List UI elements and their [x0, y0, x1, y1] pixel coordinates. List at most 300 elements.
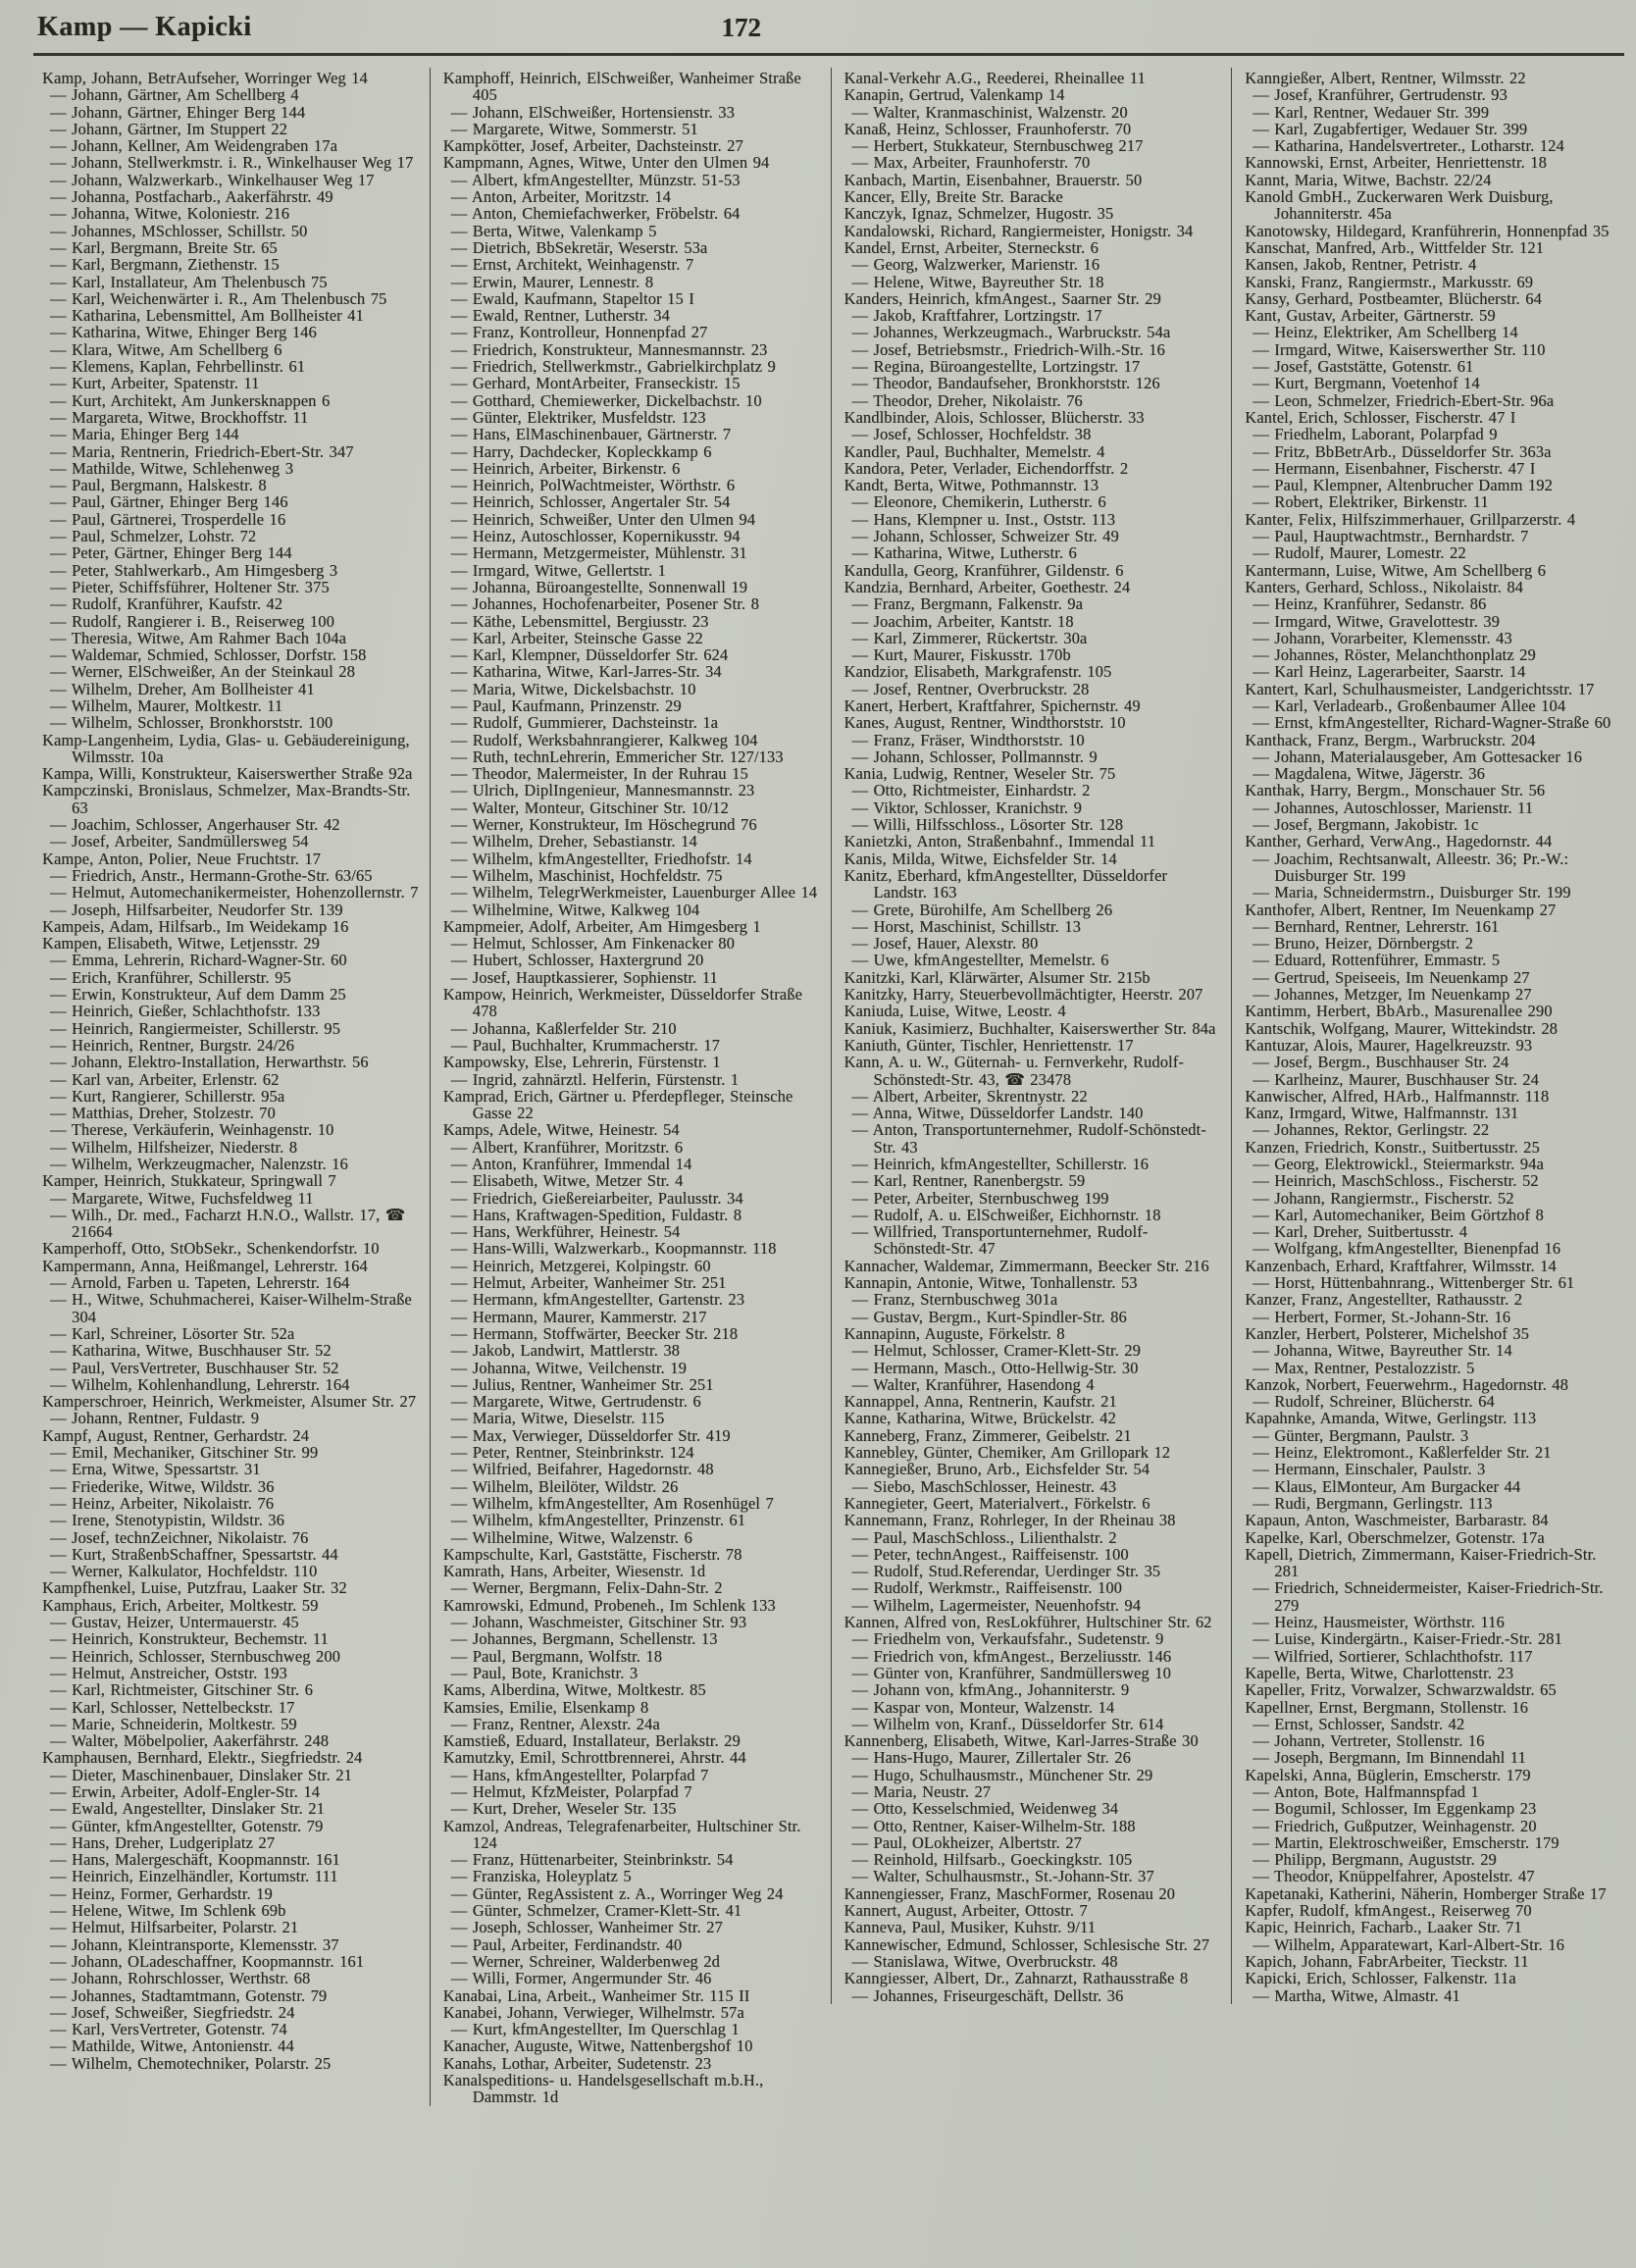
- directory-entry: — Josef, Bergmann, Jakobistr. 1c: [1253, 815, 1479, 835]
- directory-entry: — Franz, Fräser, Windthorststr. 10: [851, 730, 1085, 749]
- directory-entry: — Johannes, Stadtamtmann, Gotenstr. 79: [50, 1985, 328, 2005]
- directory-entry: — Kurt, Rangierer, Schillerstr. 95a: [50, 1086, 285, 1106]
- directory-entry: Kandzia, Bernhard, Arbeiter, Goethestr. 24: [844, 577, 1131, 596]
- directory-entry: — Karl, Bergmann, Ziethenstr. 15: [50, 255, 280, 275]
- directory-entry: Kant, Gustav, Arbeiter, Gärtnerstr. 59: [1245, 306, 1496, 326]
- directory-entry: Kapell, Dietrich, Zimmermann, Kaiser-Friedrich-Str. 281: [1245, 1544, 1597, 1581]
- directory-entry: — Josef, technZeichner, Nikolaistr. 76: [50, 1527, 309, 1547]
- column-4: [1231, 68, 1632, 2004]
- directory-entry: — Ernst, Schlosser, Sandstr. 42: [1253, 1714, 1465, 1733]
- directory-entry: — Philipp, Bergmann, Auguststr. 29: [1253, 1850, 1497, 1870]
- directory-entry: — Friedrich, Gußputzer, Weinhagenstr. 20: [1253, 1816, 1537, 1835]
- directory-entry: — Walter, Kranmaschinist, Walzenstr. 20: [851, 102, 1128, 122]
- directory-entry: — Fritz, BbBetrArb., Düsseldorfer Str. 363a: [1253, 441, 1552, 461]
- directory-entry: — Leon, Schmelzer, Friedrich-Ebert-Str. 96a: [1253, 390, 1555, 410]
- directory-entry: — Friedrich, Anstr., Hermann-Grothe-Str. 63/65: [50, 865, 373, 885]
- directory-entry: Kanapin, Gertrud, Valenkamp 14: [844, 85, 1065, 105]
- directory-entry: — Joachim, Schlosser, Angerhauser Str. 42: [50, 815, 340, 835]
- directory-entry: — Kaspar von, Monteur, Walzenstr. 14: [851, 1697, 1115, 1717]
- directory-entry: Kams, Alberdina, Witwe, Moltkestr. 85: [442, 1680, 706, 1700]
- directory-entry: Kanczyk, Ignaz, Schmelzer, Hugostr. 35: [844, 204, 1114, 224]
- directory-entry: — Karl van, Arbeiter, Erlenstr. 62: [50, 1069, 280, 1089]
- directory-entry: — Heinz, Autoschlosser, Kopernikusstr. 94: [450, 527, 741, 546]
- directory-entry: — Hugo, Schulhausmstr., Münchener Str. 29: [851, 1765, 1153, 1784]
- directory-entry: — Katharina, Witwe, Lutherstr. 6: [851, 543, 1077, 563]
- directory-entry: — Werner, Schreiner, Walderbenweg 2d: [450, 1951, 720, 1971]
- directory-entry: — Hans, Dreher, Ludgeriplatz 27: [50, 1832, 276, 1852]
- directory-entry: Kanzen, Friedrich, Konstr., Suitbertusstr. 25: [1245, 1137, 1540, 1157]
- directory-entry: Kapahnke, Amanda, Witwe, Gerlingstr. 113: [1245, 1409, 1537, 1428]
- directory-entry: — Willi, Former, Angermunder Str. 46: [450, 1969, 712, 1988]
- directory-entry: Kancer, Elly, Breite Str. Baracke: [844, 187, 1063, 207]
- directory-entry: Kantschik, Wolfgang, Maurer, Wittekindstr. 28: [1245, 1018, 1559, 1038]
- directory-entry: — Johann, Rohrschlosser, Werthstr. 68: [50, 1969, 311, 1988]
- directory-entry: Kamps, Adele, Witwe, Heinestr. 54: [442, 1120, 680, 1140]
- directory-entry: Kanzer, Franz, Angestellter, Rathausstr. 2: [1245, 1290, 1523, 1310]
- directory-entry: — Ruth, technLehrerin, Emmericher Str. 127/133: [450, 747, 784, 766]
- directory-entry: — Luise, Kindergärtn., Kaiser-Friedr.-Str. 281: [1253, 1629, 1562, 1649]
- directory-entry: — Hermann, Metzgermeister, Mühlenstr. 31: [450, 543, 747, 563]
- directory-entry: Kamsies, Emilie, Elsenkamp 8: [442, 1697, 649, 1717]
- directory-entry: — Joseph, Bergmann, Im Binnendahl 11: [1253, 1748, 1526, 1768]
- directory-entry: Kania, Ludwig, Rentner, Weseler Str. 75: [844, 764, 1116, 784]
- directory-entry: — Karl, Verladearb., Großenbaumer Allee 104: [1253, 696, 1566, 715]
- directory-entry: Kannewischer, Edmund, Schlosser, Schlesische Str. 27: [844, 1934, 1210, 1954]
- directory-entry: Kamzol, Andreas, Telegrafenarbeiter, Hultschiner Str. 124: [442, 1816, 801, 1852]
- directory-entry: — Wilhelm, Maurer, Moltkestr. 11: [50, 696, 283, 715]
- directory-entry: — Ulrich, DiplIngenieur, Mannesmannstr. 23: [450, 781, 755, 800]
- directory-entry: Kampe, Anton, Polier, Neue Fruchtstr. 17: [42, 849, 322, 868]
- directory-entry: — Wilhelmine, Witwe, Kalkweg 104: [450, 900, 700, 919]
- directory-entry: — Karl, Rentner, Ranenbergstr. 59: [851, 1171, 1086, 1191]
- directory-entry: Kansen, Jakob, Rentner, Petristr. 4: [1245, 255, 1477, 275]
- directory-entry: Kampfhenkel, Luise, Putzfrau, Laaker Str. 32: [42, 1578, 347, 1598]
- directory-entry: Kapfer, Rudolf, kfmAngest., Reiserweg 70: [1245, 1901, 1532, 1921]
- directory-entry: — Heinz, Former, Gerhardstr. 19: [50, 1883, 273, 1903]
- directory-entry: — Hubert, Schlosser, Haxtergrund 20: [450, 951, 704, 970]
- directory-entry: Kampermann, Anna, Heißmangel, Lehrerstr. 164: [42, 1256, 368, 1275]
- directory-entry: — Maria, Rentnerin, Friedrich-Ebert-Str. 347: [50, 441, 354, 461]
- directory-entry: — Theresia, Witwe, Am Rahmer Bach 104a: [50, 628, 347, 647]
- directory-entry: — Hermann, kfmAngestellter, Gartenstr. 23: [450, 1290, 745, 1310]
- directory-entry: Kanthofer, Albert, Rentner, Im Neuenkamp 27: [1245, 900, 1557, 919]
- directory-entry: — Theodor, Dreher, Nikolaistr. 76: [851, 390, 1083, 410]
- directory-entry: Kanz, Irmgard, Witwe, Halfmannstr. 131: [1245, 1104, 1519, 1123]
- directory-entry: Kannegießer, Bruno, Arb., Eichsfelder Str. 54: [844, 1460, 1150, 1479]
- directory-entry: — Gertrud, Speiseeis, Im Neuenkamp 27: [1253, 967, 1530, 987]
- directory-entry: — Herbert, Stukkateur, Sternbuschweg 217: [851, 136, 1144, 156]
- directory-entry: — Irene, Stenotypistin, Wildstr. 36: [50, 1511, 284, 1530]
- directory-entry: — Otto, Richtmeister, Einhardstr. 2: [851, 781, 1091, 800]
- directory-entry: — Wilhelm, kfmAngestellter, Am Rosenhügel 7: [450, 1493, 774, 1513]
- directory-entry: Kanzenbach, Erhard, Kraftfahrer, Wilmsstr. 14: [1245, 1256, 1557, 1275]
- directory-entry: — Heinrich, Konstrukteur, Bechemstr. 11: [50, 1629, 329, 1649]
- directory-entry: — Irmgard, Witwe, Gellertstr. 1: [450, 560, 666, 580]
- directory-entry: — Erwin, Arbeiter, Adolf-Engler-Str. 14: [50, 1781, 321, 1801]
- directory-entry: Kanters, Gerhard, Schloss., Nikolaistr. 84: [1245, 577, 1524, 596]
- directory-entry: — Johannes, Röster, Melanchthonplatz 29: [1253, 645, 1536, 665]
- directory-entry: Kantimm, Herbert, BbArb., Masurenallee 290: [1245, 1002, 1553, 1021]
- directory-entry: Kanalspeditions- u. Handelsgesellschaft m.b.H., Dammstr. 1d: [442, 2071, 764, 2107]
- directory-entry: — Rudolf, Rangierer i. B., Reiserweg 100: [50, 611, 334, 631]
- directory-entry: — Erich, Kranführer, Schillerstr. 95: [50, 967, 291, 987]
- directory-entry: Kanski, Franz, Rangiermstr., Markusstr. 69: [1245, 272, 1534, 291]
- directory-entry: — Paul, Kaufmann, Prinzenstr. 29: [450, 696, 682, 715]
- directory-entry: — Paul, Buchhalter, Krummacherstr. 17: [450, 1035, 720, 1055]
- directory-entry: Kamphausen, Bernhard, Elektr., Siegfriedstr. 24: [42, 1748, 363, 1768]
- directory-entry: — Franz, Rentner, Alexstr. 24a: [450, 1714, 660, 1733]
- directory-entry: — Heinrich, Rentner, Burgstr. 24/26: [50, 1035, 295, 1055]
- directory-entry: — Karl, Rentner, Wedauer Str. 399: [1253, 102, 1490, 122]
- column-1: [29, 68, 430, 2072]
- directory-entry: — Karl, Dreher, Suitbertusstr. 4: [1253, 1222, 1468, 1242]
- directory-entry: Kanert, Herbert, Kraftfahrer, Spichernstr. 49: [844, 696, 1141, 715]
- directory-entry: — Emma, Lehrerin, Richard-Wagner-Str. 60: [50, 951, 347, 970]
- directory-entry: — Karl, VersVertreter, Gotenstr. 74: [50, 2020, 287, 2039]
- directory-entry: — Wilhelm, Werkzeugmacher, Nalenzstr. 16: [50, 1155, 348, 1173]
- directory-entry: — Erwin, Maurer, Lennestr. 8: [450, 272, 654, 291]
- page-header: [0, 0, 1636, 49]
- directory-entry: — Helmut, KfzMeister, Polarpfad 7: [450, 1781, 692, 1801]
- directory-entry: — Otto, Kesselschmied, Weidenweg 34: [851, 1799, 1119, 1819]
- directory-entry: — Maria, Neustr. 27: [851, 1781, 992, 1801]
- directory-entry: — Karl, Weichenwärter i. R., Am Thelenbusch 75: [50, 288, 387, 308]
- directory-entry: — Mathilde, Witwe, Schlehenweg 3: [50, 458, 294, 478]
- directory-entry: — Rudolf, Kranführer, Kaufstr. 42: [50, 594, 283, 614]
- directory-entry: — Margarete, Witwe, Sommerstr. 51: [450, 119, 698, 138]
- directory-entry: — Ewald, Rentner, Lutherstr. 34: [450, 306, 670, 326]
- directory-entry: Kanitzki, Karl, Klärwärter, Alsumer Str. 215b: [844, 967, 1150, 987]
- directory-entry: Kandel, Ernst, Arbeiter, Sterneckstr. 6: [844, 237, 1099, 257]
- directory-entry: — Horst, Hüttenbahnrang., Wittenberger Str. 61: [1253, 1273, 1575, 1293]
- directory-entry: Kantuzar, Alois, Maurer, Hagelkreuzstr. 93: [1245, 1035, 1533, 1055]
- directory-columns: [0, 56, 1636, 2106]
- directory-entry: Kanzler, Herbert, Polsterer, Michelshof 35: [1245, 1323, 1529, 1343]
- directory-entry: — Karl, Arbeiter, Steinsche Gasse 22: [450, 628, 703, 647]
- directory-entry: — Wilhelm, Dreher, Sebastianstr. 14: [450, 832, 697, 851]
- directory-entry: — Wilhelm, Schlosser, Bronkhorststr. 100: [50, 713, 333, 733]
- directory-entry: — Johanna, Kaßlerfelder Str. 210: [450, 1018, 677, 1038]
- directory-entry: — Helene, Witwe, Im Schlenk 69b: [50, 1901, 286, 1921]
- directory-entry: — Josef, Bergm., Buschhauser Str. 24: [1253, 1053, 1509, 1072]
- directory-entry: Kamutzky, Emil, Schrottbrennerei, Ahrstr. 44: [442, 1748, 746, 1768]
- directory-entry: Kampschulte, Karl, Gaststätte, Fischerstr. 78: [442, 1544, 742, 1564]
- directory-entry: Kamperschroer, Heinrich, Werkmeister, Alsumer Str. 27: [42, 1392, 417, 1412]
- directory-entry: — Friedrich, Konstrukteur, Mannesmannstr. 23: [450, 339, 768, 359]
- directory-entry: — Josef, Arbeiter, Sandmüllersweg 54: [50, 832, 309, 851]
- directory-entry: — Karl, Zugabfertiger, Wedauer Str. 399: [1253, 119, 1528, 138]
- directory-entry: — Johanna, Witwe, Bayreuther Str. 14: [1253, 1341, 1512, 1361]
- directory-entry: — Paul, Bergmann, Halskestr. 8: [50, 476, 267, 495]
- directory-entry: — Reinhold, Hilfsarb., Goeckingkstr. 105: [851, 1850, 1133, 1870]
- directory-entry: — Ewald, Kaufmann, Stapeltor 15 I: [450, 288, 694, 308]
- directory-entry: — Johann, Rentner, Fuldastr. 9: [50, 1409, 260, 1428]
- directory-entry: Kampkötter, Josef, Arbeiter, Dachsteinstr. 27: [442, 136, 743, 156]
- directory-entry: Kanis, Milda, Witwe, Eichsfelder Str. 14: [844, 849, 1117, 868]
- directory-entry: — Walter, Schulhausmstr., St.-Johann-Str. 37: [851, 1867, 1154, 1886]
- directory-entry: — Rudolf, Maurer, Lomestr. 22: [1253, 543, 1466, 563]
- directory-entry: — Karl Heinz, Lagerarbeiter, Saarstr. 14: [1253, 662, 1526, 682]
- directory-entry: — Peter, Rentner, Steinbrinkstr. 124: [450, 1443, 694, 1463]
- directory-entry: — Gustav, Bergm., Kurt-Spindler-Str. 86: [851, 1307, 1127, 1326]
- directory-entry: Kamstieß, Eduard, Installateur, Berlakstr. 29: [442, 1731, 741, 1751]
- directory-entry: — Wilhelm, Chemotechniker, Polarstr. 25: [50, 2053, 332, 2073]
- directory-entry: — Karlheinz, Maurer, Buschhauser Str. 24: [1253, 1069, 1539, 1089]
- directory-entry: — Paul, MaschSchloss., Lilienthalstr. 2: [851, 1527, 1117, 1547]
- directory-entry: — Helmut, Automechanikermeister, Hohenzollernstr. 7: [50, 883, 419, 902]
- directory-entry: — Rudolf, A. u. ElSchweißer, Eichhornstr. 18: [851, 1205, 1161, 1224]
- directory-entry: — Martha, Witwe, Almastr. 41: [1253, 1985, 1460, 2005]
- directory-entry: — Siebo, MaschSchlosser, Heinestr. 43: [851, 1476, 1117, 1496]
- directory-entry: — Kurt, Arbeiter, Spatenstr. 11: [50, 374, 260, 393]
- directory-entry: — Ernst, Architekt, Weinhagenstr. 7: [450, 255, 694, 275]
- directory-entry: — Maria, Schneidermstrn., Duisburger Str. 199: [1253, 883, 1571, 902]
- directory-entry: Kapetanaki, Katherini, Näherin, Homberger Straße 17: [1245, 1883, 1607, 1903]
- directory-entry: — Albert, Arbeiter, Skrentnystr. 22: [851, 1086, 1088, 1106]
- directory-entry: Kannt, Maria, Witwe, Bachstr. 22/24: [1245, 170, 1492, 189]
- directory-entry: — Wilhelm, Apparatewart, Karl-Albert-Str. 16: [1253, 1934, 1564, 1954]
- directory-entry: — Paul, VersVertreter, Buschhauser Str. 52: [50, 1358, 339, 1377]
- directory-entry: Kampa, Willi, Konstrukteur, Kaiserswerther Straße 92a: [42, 764, 413, 784]
- directory-entry: Kanal-Verkehr A.G., Reederei, Rheinallee 11: [844, 69, 1146, 87]
- directory-entry: Kampmeier, Adolf, Arbeiter, Am Himgesberg 1: [442, 916, 761, 936]
- directory-entry: — Franziska, Holeyplatz 5: [450, 1867, 632, 1886]
- directory-entry: Kanietzki, Anton, Straßenbahnf., Immendal 11: [844, 832, 1156, 851]
- directory-entry: — Willi, Hilfsschloss., Lösorter Str. 128: [851, 815, 1124, 835]
- directory-entry: Kanschat, Manfred, Arb., Wittfelder Str. 121: [1245, 237, 1545, 257]
- directory-entry: — Johann, Gärtner, Im Stuppert 22: [50, 119, 287, 138]
- directory-entry: Kanngießer, Albert, Rentner, Wilmsstr. 22: [1245, 69, 1526, 87]
- directory-entry: Kamperhoff, Otto, StObSekr., Schenkendorfstr. 10: [42, 1239, 380, 1259]
- directory-entry: — Johann, Waschmeister, Gitschiner Str. 93: [450, 1613, 747, 1632]
- directory-entry: — Karl, Installateur, Am Thelenbusch 75: [50, 272, 328, 291]
- directory-entry: — Albert, Kranführer, Moritzstr. 6: [450, 1137, 684, 1157]
- directory-entry: — Wilhelmine, Witwe, Walzenstr. 6: [450, 1527, 692, 1547]
- directory-entry: — Helmut, Hilfsarbeiter, Polarstr. 21: [50, 1918, 299, 1937]
- directory-entry: — Grete, Bürohilfe, Am Schellberg 26: [851, 900, 1113, 919]
- directory-entry: — Hermann, Stoffwärter, Beecker Str. 218: [450, 1323, 739, 1343]
- directory-entry: — Günter, Elektriker, Musfeldstr. 123: [450, 407, 706, 427]
- directory-entry: Kannappel, Anna, Rentnerin, Kaufstr. 21: [844, 1392, 1117, 1412]
- directory-entry: — Johannes, Werkzeugmach., Warbruckstr. 54a: [851, 323, 1171, 342]
- directory-entry: — Hans-Willi, Walzwerkarb., Koopmannstr. 118: [450, 1239, 777, 1259]
- directory-entry: — Horst, Maschinist, Schillstr. 13: [851, 916, 1081, 936]
- directory-entry: Kandler, Paul, Buchhalter, Memelstr. 4: [844, 441, 1105, 461]
- column-2: [430, 68, 831, 2106]
- directory-entry: — Erwin, Konstrukteur, Auf dem Damm 25: [50, 985, 346, 1005]
- directory-entry: — Wilhelm, TelegrWerkmeister, Lauenburger Allee 14: [450, 883, 818, 902]
- directory-entry: Kanthak, Harry, Bergm., Monschauer Str. 56: [1245, 781, 1546, 800]
- directory-entry: Kanngiesser, Albert, Dr., Zahnarzt, Rathausstraße 8: [844, 1969, 1189, 1988]
- directory-entry: — Regina, Büroangestellte, Lortzingstr. 17: [851, 357, 1141, 377]
- directory-entry: — Arnold, Farben u. Tapeten, Lehrerstr. 164: [50, 1273, 350, 1293]
- directory-entry: — Emil, Mechaniker, Gitschiner Str. 99: [50, 1443, 319, 1463]
- directory-entry: — Otto, Rentner, Kaiser-Wilhelm-Str. 188: [851, 1816, 1136, 1835]
- directory-entry: Kannemann, Franz, Rohrleger, In der Rheinau 38: [844, 1511, 1176, 1530]
- directory-entry: Kanneberg, Franz, Zimmerer, Geibelstr. 21: [844, 1425, 1132, 1445]
- directory-entry: — Marie, Schneiderin, Moltkestr. 59: [50, 1714, 297, 1733]
- directory-entry: — Wilhelm, Dreher, Am Bollheister 41: [50, 679, 315, 698]
- directory-entry: — Albert, kfmAngestellter, Münzstr. 51-53: [450, 170, 741, 189]
- directory-entry: — Johann von, kfmAng., Johanniterstr. 9: [851, 1680, 1130, 1700]
- directory-entry: — Hermann, Eisenbahner, Fischerstr. 47 I: [1253, 458, 1536, 478]
- directory-entry: Kampmann, Agnes, Witwe, Unter den Ulmen 94: [442, 153, 770, 173]
- directory-entry: — Wilh., Dr. med., Facharzt H.N.O., Wallstr. 17, ☎ 21664: [50, 1205, 406, 1242]
- directory-entry: — Gotthard, Chemiewerker, Dickelbachstr. 10: [450, 390, 762, 410]
- directory-entry: — Jakob, Landwirt, Mattlerstr. 38: [450, 1341, 681, 1361]
- directory-entry: Kannenberg, Elisabeth, Witwe, Karl-Jarres-Straße 30: [844, 1731, 1199, 1751]
- directory-entry: — Franz, Bergmann, Falkenstr. 9a: [851, 594, 1084, 614]
- directory-entry: — Theodor, Bandaufseher, Bronkhorststr. 126: [851, 374, 1160, 393]
- directory-entry: — Margarete, Witwe, Gertrudenstr. 6: [450, 1392, 701, 1412]
- directory-entry: — Heinrich, kfmAngestellter, Schillerstr. 16: [851, 1155, 1150, 1173]
- directory-entry: Kandora, Peter, Verlader, Eichendorffstr. 2: [844, 458, 1129, 478]
- directory-entry: — Hans, Klempner u. Inst., Oststr. 113: [851, 509, 1116, 529]
- directory-entry: — Anton, Arbeiter, Moritzstr. 14: [450, 187, 672, 207]
- directory-entry: Kanthack, Franz, Bergm., Warbruckstr. 204: [1245, 730, 1536, 749]
- directory-entry: Kampczinski, Bronislaus, Schmelzer, Max-Brandts-Str. 63: [42, 781, 411, 817]
- directory-entry: — Johann, Schlosser, Pollmannstr. 9: [851, 747, 1098, 766]
- directory-entry: — Heinrich, MaschSchloss., Fischerstr. 52: [1253, 1171, 1539, 1191]
- directory-entry: — Josef, Schweißer, Siegfriedstr. 24: [50, 2002, 295, 2022]
- directory-entry: Kandulla, Georg, Kranführer, Gildenstr. 6: [844, 560, 1124, 580]
- directory-entry: — Günter, kfmAngestellter, Gotenstr. 79: [50, 1816, 324, 1835]
- directory-entry: — Wilhelm, Maschinist, Hochfeldstr. 75: [450, 865, 723, 885]
- directory-entry: Kanabei, Johann, Verwieger, Wilhelmstr. 57a: [442, 2002, 744, 2022]
- directory-entry: — Anton, Transportunternehmer, Rudolf-Schönstedt-Str. 43: [851, 1120, 1206, 1157]
- directory-entry: Kapelski, Anna, Büglerin, Emscherstr. 179: [1245, 1765, 1531, 1784]
- directory-entry: Kantermann, Luise, Witwe, Am Schellberg 6: [1245, 560, 1547, 580]
- directory-entry: Kandzior, Elisabeth, Markgrafenstr. 105: [844, 662, 1112, 682]
- directory-entry: Kaniuk, Kasimierz, Buchhalter, Kaiserswerther Str. 84a: [844, 1018, 1216, 1038]
- directory-entry: — Rudolf, Stud.Referendar, Uerdinger Str. 35: [851, 1562, 1161, 1581]
- directory-entry: Kanabai, Lina, Arbeit., Wanheimer Str. 115 II: [442, 1985, 750, 2005]
- directory-entry: Kapicki, Erich, Schlosser, Falkenstr. 11a: [1245, 1969, 1516, 1988]
- directory-entry: — Hans, Kraftwagen-Spedition, Fuldastr. 8: [450, 1205, 742, 1224]
- directory-entry: Kanacher, Auguste, Witwe, Nattenbergshof 10: [442, 2036, 753, 2056]
- directory-entry: — Johann, Vorarbeiter, Klemensstr. 43: [1253, 628, 1512, 647]
- directory-entry: — Johann, Gärtner, Am Schellberg 4: [50, 85, 299, 105]
- directory-entry: Kamrath, Hans, Arbeiter, Wiesenstr. 1d: [442, 1562, 706, 1581]
- directory-entry: — Johannes, MSchlosser, Schillstr. 50: [50, 221, 308, 240]
- directory-entry: Kann, A. u. W., Güternah- u. Fernverkehr, Rudolf-Schönstedt-Str. 43, ☎ 23478: [844, 1053, 1184, 1089]
- directory-entry: Kannegieter, Geert, Materialvert., Förkelstr. 6: [844, 1493, 1150, 1513]
- directory-entry: — Uwe, kfmAngestellter, Memelstr. 6: [851, 951, 1109, 970]
- directory-entry: — Irmgard, Witwe, Kaiserswerther Str. 110: [1253, 339, 1546, 359]
- directory-entry: Kapaun, Anton, Waschmeister, Barbarastr. 84: [1245, 1511, 1549, 1530]
- directory-entry: Kandt, Berta, Witwe, Pothmannstr. 13: [844, 476, 1099, 495]
- directory-entry: — Johann, Kellner, Am Weidengraben 17a: [50, 136, 337, 156]
- directory-entry: — Georg, Elektrowickl., Steiermarkstr. 94a: [1253, 1155, 1544, 1173]
- directory-entry: — Irmgard, Witwe, Gravelottestr. 39: [1253, 611, 1500, 631]
- directory-entry: — Käthe, Lebensmittel, Bergiusstr. 23: [450, 611, 709, 631]
- directory-entry: — Eleonore, Chemikerin, Lutherstr. 6: [851, 492, 1106, 512]
- directory-entry: — Dieter, Maschinenbauer, Dinslaker Str. 21: [50, 1765, 352, 1784]
- directory-entry: — Viktor, Schlosser, Kranichstr. 9: [851, 798, 1082, 817]
- directory-entry: Kannen, Alfred von, ResLokführer, Hultschiner Str. 62: [844, 1613, 1212, 1632]
- directory-entry: — Karl, Schreiner, Lösorter Str. 52a: [50, 1323, 295, 1343]
- directory-entry: — Walter, Kranführer, Hasendong 4: [851, 1374, 1095, 1394]
- directory-entry: — Matthias, Dreher, Stolzestr. 70: [50, 1104, 276, 1123]
- directory-entry: — Josef, Gaststätte, Gotenstr. 61: [1253, 357, 1474, 377]
- directory-entry: Kanneva, Paul, Musiker, Kuhstr. 9/11: [844, 1918, 1097, 1937]
- directory-entry: — Maria, Witwe, Dickelsbachstr. 10: [450, 679, 696, 698]
- directory-entry: Kamprad, Erich, Gärtner u. Pferdepfleger, Steinsche Gasse 22: [442, 1086, 793, 1123]
- directory-entry: — Johann, Stellwerkmstr. i. R., Winkelhauser Weg 17: [50, 153, 414, 173]
- directory-entry: — Katharina, Handelsvertreter., Lotharstr. 124: [1253, 136, 1564, 156]
- directory-entry: — Johannes, Metzger, Im Neuenkamp 27: [1253, 985, 1532, 1005]
- directory-entry: Kampf, August, Rentner, Gerhardstr. 24: [42, 1425, 310, 1445]
- directory-entry: — Paul, Gärtner, Ehinger Berg 146: [50, 492, 288, 512]
- directory-entry: — Kurt, Dreher, Weseler Str. 135: [450, 1799, 677, 1819]
- directory-entry: — Joseph, Schlosser, Wanheimer Str. 27: [450, 1918, 723, 1937]
- directory-entry: — Johann, Walzwerkarb., Winkelhauser Weg 17: [50, 170, 375, 189]
- directory-entry: — Katharina, Witwe, Karl-Jarres-Str. 34: [450, 662, 722, 682]
- directory-entry: Kanter, Felix, Hilfszimmerhauer, Grillparzerstr. 4: [1245, 509, 1576, 529]
- directory-entry: — Heinrich, Schweißer, Unter den Ulmen 94: [450, 509, 756, 529]
- directory-entry: — Johann, Gärtner, Ehinger Berg 144: [50, 102, 306, 122]
- directory-entry: — Paul, Bote, Kranichstr. 3: [450, 1663, 639, 1682]
- directory-entry: Kannebley, Günter, Chemiker, Am Grillopark 12: [844, 1443, 1171, 1463]
- directory-entry: — Kurt, kfmAngestellter, Im Querschlag 1: [450, 2020, 740, 2039]
- directory-entry: — Helmut, Anstreicher, Oststr. 193: [50, 1663, 287, 1682]
- directory-entry: — Heinrich, Arbeiter, Birkenstr. 6: [450, 458, 681, 478]
- directory-entry: Kamrowski, Edmund, Probeneh., Im Schlenk 133: [442, 1595, 776, 1615]
- directory-entry: — Helmut, Schlosser, Am Finkenacker 80: [450, 934, 735, 954]
- directory-entry: — Werner, ElSchweißer, An der Steinkaul 28: [50, 662, 355, 682]
- directory-entry: Kandalowski, Richard, Rangiermeister, Honigstr. 34: [844, 221, 1194, 240]
- directory-entry: Kanitzky, Harry, Steuerbevollmächtigter, Heerstr. 207: [844, 985, 1203, 1005]
- directory-entry: — Wilhelm, kfmAngestellter, Prinzenstr. 61: [450, 1511, 746, 1530]
- directory-entry: Kantert, Karl, Schulhausmeister, Landgerichtsstr. 17: [1245, 679, 1595, 698]
- directory-entry: — Johann, Rangiermstr., Fischerstr. 52: [1253, 1188, 1514, 1208]
- directory-entry: — Wolfgang, kfmAngestellter, Bienenpfad 16: [1253, 1239, 1561, 1259]
- directory-entry: — Johannes, Friseurgeschäft, Dellstr. 36: [851, 1985, 1124, 2005]
- directory-entry: — Paul, Arbeiter, Ferdinandstr. 40: [450, 1934, 683, 1954]
- directory-entry: Kanther, Gerhard, VerwAng., Hagedornstr. 44: [1245, 832, 1553, 851]
- directory-entry: — Karl, Automechaniker, Beim Görtzhof 8: [1253, 1205, 1544, 1224]
- directory-entry: — Johanna, Witwe, Koloniestr. 216: [50, 204, 290, 224]
- directory-entry: — Hans, ElMaschinenbauer, Gärtnerstr. 7: [450, 425, 732, 444]
- directory-entry: — Joachim, Arbeiter, Kantstr. 18: [851, 611, 1074, 631]
- directory-entry: — Bogumil, Schlosser, Im Eggenkamp 23: [1253, 1799, 1537, 1819]
- directory-entry: — Walter, Monteur, Gitschiner Str. 10/12: [450, 798, 729, 817]
- directory-entry: — Rudi, Bergmann, Gerlingstr. 113: [1253, 1493, 1493, 1513]
- directory-entry: Kannert, August, Arbeiter, Ottostr. 7: [844, 1901, 1088, 1921]
- directory-entry: — Katharina, Lebensmittel, Am Bollheister 41: [50, 306, 364, 326]
- directory-entry: — Theodor, Knüppelfahrer, Apostelstr. 47: [1253, 1867, 1535, 1886]
- directory-entry: Kanotowsky, Hildegard, Kranführerin, Honnenpfad 35: [1245, 221, 1610, 240]
- directory-entry: — Stanislawa, Witwe, Overbruckstr. 48: [851, 1951, 1118, 1971]
- directory-entry: — Günter von, Kranführer, Sandmüllersweg 10: [851, 1663, 1171, 1682]
- directory-entry: — Anna, Witwe, Düsseldorfer Landstr. 140: [851, 1104, 1144, 1123]
- directory-entry: — Helmut, Arbeiter, Wanheimer Str. 251: [450, 1273, 727, 1293]
- directory-entry: — Peter, Stahlwerkarb., Am Himgesberg 3: [50, 560, 338, 580]
- directory-entry: — Franz, Kontrolleur, Honnenpfad 27: [450, 323, 708, 342]
- directory-entry: Kapelle, Berta, Witwe, Charlottenstr. 23: [1245, 1663, 1514, 1682]
- directory-entry: — Karl, Bergmann, Breite Str. 65: [50, 237, 278, 257]
- directory-entry: — Maria, Witwe, Dieselstr. 115: [450, 1409, 665, 1428]
- directory-entry: — Theodor, Malermeister, In der Ruhrau 15: [450, 764, 748, 784]
- directory-entry: — Julius, Rentner, Wanheimer Str. 251: [450, 1374, 714, 1394]
- directory-entry: — Klaus, ElMonteur, Am Burgacker 44: [1253, 1476, 1521, 1496]
- directory-entry: — Josef, Betriebsmstr., Friedrich-Wilh.-Str. 16: [851, 339, 1165, 359]
- directory-entry: — Heinrich, Einzelhändler, Kortumstr. 111: [50, 1867, 338, 1886]
- directory-entry: — Paul, Bergmann, Wolfstr. 18: [450, 1646, 663, 1666]
- directory-entry: — Klemens, Kaplan, Fehrbellinstr. 61: [50, 357, 306, 377]
- directory-entry: — Hans, Malergeschäft, Koopmannstr. 161: [50, 1850, 340, 1870]
- directory-entry: — Günter, Bergmann, Paulstr. 3: [1253, 1425, 1469, 1445]
